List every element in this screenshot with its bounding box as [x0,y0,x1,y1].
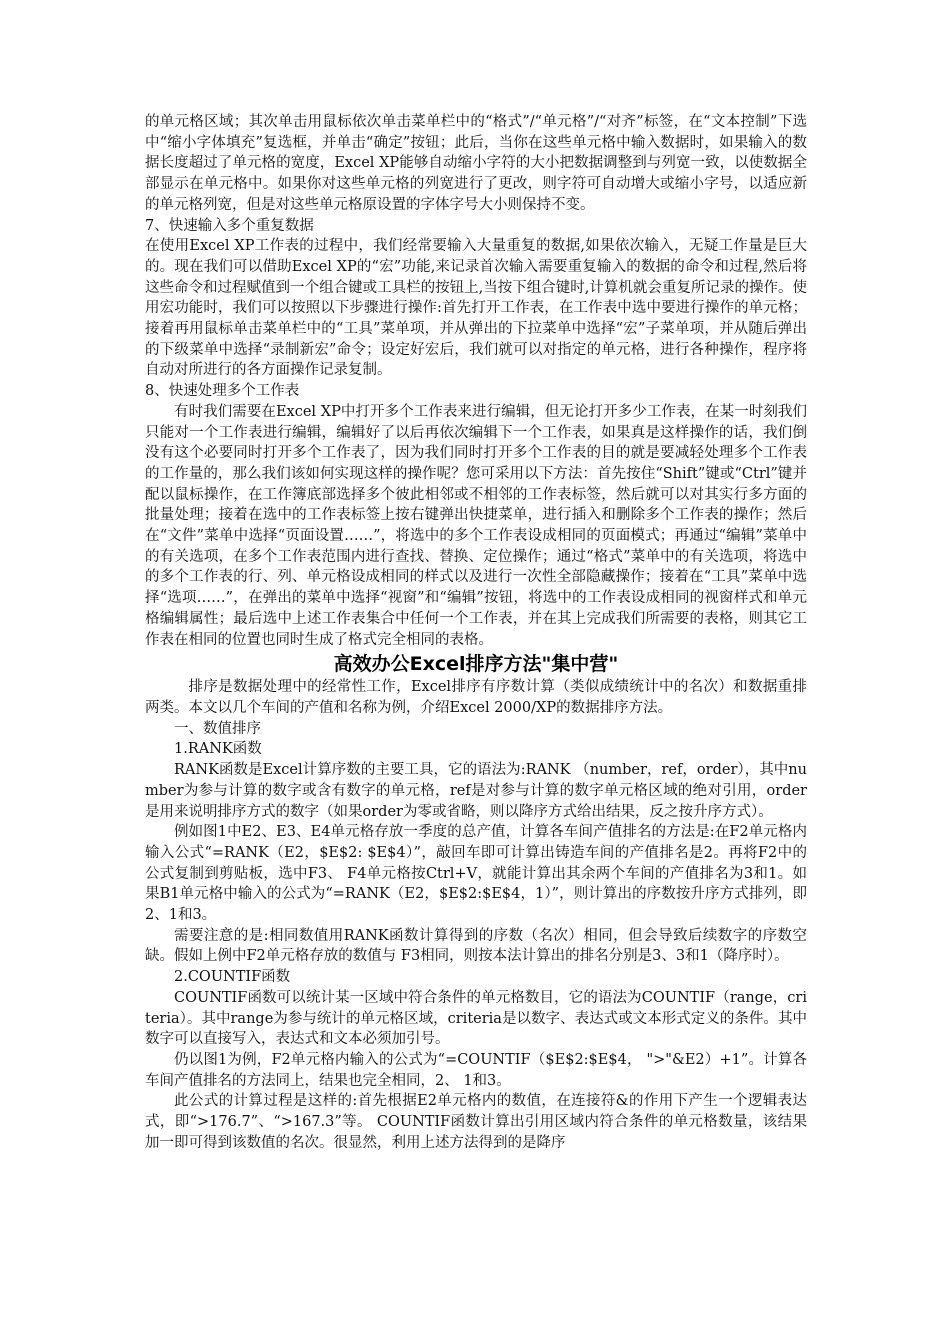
paragraph-countif-syntax: COUNTIF函数可以统计某一区域中符合条件的单元格数目，它的语法为COUNTIF（range，criteria）。其中range为参与统计的单元格区域，criteria是以数字、表达式或文本形式定义的条件。其中数字可以直接写入，表达式和文本必须加引号。 [145,989,807,1048]
paragraph-macro: 在使用Excel XP工作表的过程中，我们经常要输入大量重复的数据,如果依次输入，无疑工作量是巨大的。现在我们可以借助Excel XP的“宏”功能,来记录首次输入需要重复输入的数据的命令和过程,然后将这些命令和过程赋值到一个组合键或工具栏的按钮上,当按下组合键时,计算机就会重复所记录的操作。使用宏功能时，我们可以按照以下步骤进行操作:首先打开工作表，在工作表中选中要进行操作的单元格；接着再用鼠标单击菜单栏中的“工具”菜单项，并从弹出的下拉菜单中选择“宏”子菜单项，并从随后弹出的下级菜单中选择“录制新宏”命令；设定好宏后，我们就可以对指定的单元格，进行各种操作，程序将自动对所进行的各方面操作记录复制。 [145,238,807,379]
paragraph-rank-example: 例如图1中E2、E3、E4单元格存放一季度的总产值，计算各车间产值排名的方法是:在F2单元格内输入公式“=RANK（E2，$E$2: $E$4）”，敲回车即可计算出铸造车间的产值排名是2。再将F2中的公式复制到剪贴板，选中F3、 F4单元格按Ctrl+V，就能计算出其余两个车间的产值排名为3和1。如果B1单元格中输入的公式为“=RANK（E2，$E$2:$E$4，1）”，则计算出的序数按升序方式排列，即2、1和3。 [145,824,807,924]
subheading-rank: 1.RANK函数 [174,741,262,758]
paragraph-countif-process: 此公式的计算过程是这样的:首先根据E2单元格内的数值，在连接符&的作用下产生一个逻辑表达式，即“>176.7”、“>167.3”等。 COUNTIF函数计算出引用区域内符合条件的单元格数量，该结果加一即可得到该数值的名次。很显然，利用上述方法得到的是降序 [145,1093,807,1151]
section-heading-7: 7、快速输入多个重复数据 [145,217,314,234]
paragraph-multiple-sheets: 有时我们需要在Excel XP中打开多个工作表来进行编辑，但无论打开多少工作表，在某一时刻我们只能对一个工作表进行编辑，编辑好了以后再依次编辑下一个工作表，如果真是这样操作的话，我们倒没有这个必要同时打开多个工作表了，因为我们同时打开多个工作表的目的就是要减轻处理多个工作表的工作量的，那么我们该如何实现这样的操作呢？您可采用以下方法：首先按住“Shift”键或“Ctrl”键并配以鼠标操作，在工作簿底部选择多个彼此相邻或不相邻的工作表标签，然后就可以对其实行多方面的批量处理；接着在选中的工作表标签上按右键弹出快捷菜单，进行插入和删除多个工作表的操作；然后在“文件”菜单中选择“页面设置……”，将选中的多个工作表设成相同的页面模式；再通过“编辑”菜单中的有关选项，在多个工作表范围内进行查找、替换、定位操作；通过“格式”菜单中的有关选项，将选中的多个工作表的行、列、单元格设成相同的样式以及进行一次性全部隐藏操作；接着在“工具”菜单中选择“选项……”，在弹出的菜单中选择“视窗”和“编辑”按钮，将选中的工作表设成相同的视窗样式和单元格编辑属性；最后选中上述工作表集合中任何一个工作表，并在其上完成我们所需要的表格，则其它工作表在相同的位置也同时生成了格式完全相同的表格。 [145,403,807,648]
section-heading-numeric-sort: 一、数值排序 [174,720,261,737]
subheading-countif: 2.COUNTIF函数 [174,969,291,986]
document-page [145,112,807,1153]
paragraph-rank-note: 需要注意的是:相同数值用RANK函数计算得到的序数（名次）相同，但会导致后续数字的序数空缺。假如上例中F2单元格存放的数值与 F3相同，则按本法计算出的排名分别是3、3和1（降序时）。 [145,927,807,965]
section-heading-8: 8、快速处理多个工作表 [145,383,300,400]
paragraph-shrink-to-fit: 的单元格区域；其次单击用鼠标依次单击菜单栏中的“格式”/“单元格”/“对齐”标签，在“文本控制”下选中“缩小字体填充”复选框，并单击“确定”按钮；此后，当你在这些单元格中输入数据时，如果输入的数据长度超过了单元格的宽度，Excel XP能够自动缩小字符的大小把数据调整到与列宽一致，以使数据全部显示在单元格中。如果你对这些单元格的列宽进行了更改，则字符可自动增大或缩小字号，以适应新的单元格列宽，但是对这些单元格原设置的字体字号大小则保持不变。 [145,114,807,213]
article-title: 高效办公Excel排序方法"集中营" [333,653,619,676]
paragraph-intro: 排序是数据处理中的经常性工作，Excel排序有序数计算（类似成绩统计中的名次）和数据重排两类。本文以几个车间的产值和名称为例，介绍Excel 2000/XP的数据排序方法。 [145,679,807,716]
paragraph-rank-syntax: RANK函数是Excel计算序数的主要工具，它的语法为:RANK （number，ref，order），其中number为参与计算的数字或含有数字的单元格，ref是对参与计算的数字单元格区域的绝对引用，order是用来说明排序方式的数字（如果order为零或省略，则以降序方式给出结果，反之按升序方式）。 [145,762,807,820]
paragraph-countif-example: 仍以图1为例，F2单元格内输入的公式为“=COUNTIF（$E$2:$E$4， ">"&E2）+1”。计算各车间产值排名的方法同上，结果也完全相同，2、 1和3。 [145,1051,807,1089]
